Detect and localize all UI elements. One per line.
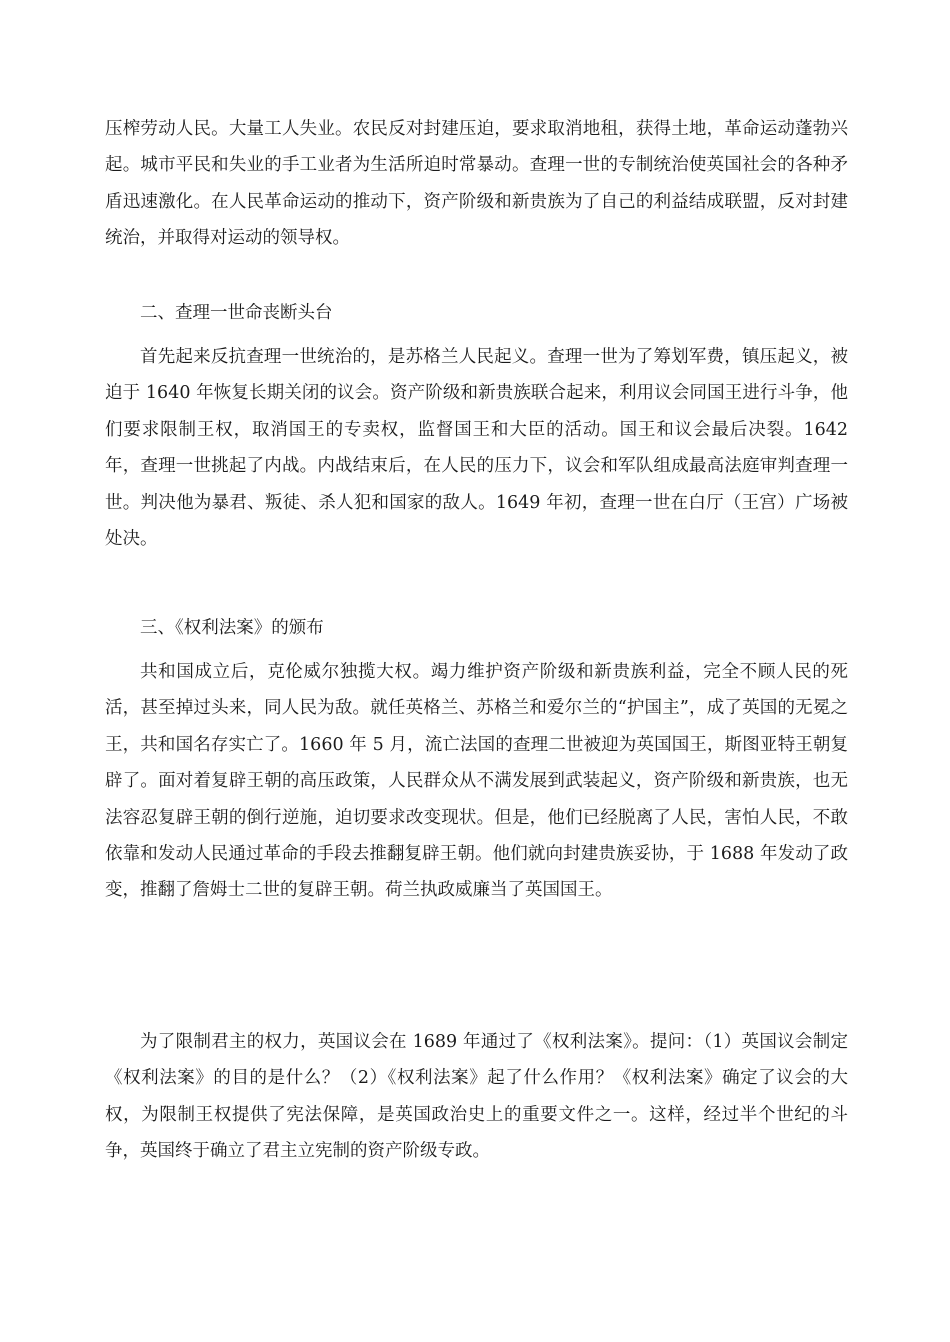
section-2-paragraph: 首先起来反抗查理一世统治的，是苏格兰人民起义。查理一世为了筹划军费，镇压起义，被迫于 1640 年恢复长期关闭的议会。资产阶级和新贵族联合起来，利用议会同国王进行斗争，他们要求限制王权，取消国王的专卖权，监督国王和大臣的活动。国王和议会最后决裂。1642 年，查理一世挑起了内战。内战结束后，在人民的压力下，议会和军队组成最高法庭审判查理一世。判决他为暴君、叛徒、杀人犯和国家的敌人。1649 年初，查理一世在白厅（王宫）广场被处决。 [105, 347, 848, 550]
paragraph-continuation: 压榨劳动人民。大量工人失业。农民反对封建压迫，要求取消地租，获得土地，革命运动蓬勃兴起。城市平民和失业的手工业者为生活所迫时常暴动。查理一世的专制统治使英国社会的各种矛盾迅速激化。在人民革命运动的推动下，资产阶级和新贵族为了自己的利益结成联盟，反对封建统治，并取得对运动的领导权。 [105, 119, 848, 249]
section-3-paragraph: 共和国成立后，克伦威尔独揽大权。竭力维护资产阶级和新贵族利益，完全不顾人民的死活，甚至掉过头来，同人民为敌。就任英格兰、苏格兰和爱尔兰的“护国主”，成了英国的无冕之王，共和国名存实亡了。1660 年 5 月，流亡法国的查理二世被迎为英国国王，斯图亚特王朝复辟了。面对着复辟王朝的高压政策，人民群众从不满发展到武装起义，资产阶级和新贵族，也无法容忍复辟王朝的倒行逆施，迫切要求改变现状。但是，他们已经脱离了人民，害怕人民，不敢依靠和发动人民通过革命的手段去推翻复辟王朝。他们就向封建贵族妥协，于 1688 年发动了政变，推翻了詹姆士二世的复辟王朝。荷兰执政威廉当了英国国王。 [105, 662, 848, 901]
section-heading-3: 三、《权利法案》的颁布 [140, 618, 324, 638]
section-heading-2: 二、查理一世命丧断头台 [140, 303, 333, 323]
section-3-paragraph-2: 为了限制君主的权力，英国议会在 1689 年通过了《权利法案》。提问：（1）英国议会制定《权利法案》的目的是什么？（2）《权利法案》起了什么作用？《权利法案》确定了议会的大权，为限制王权提供了宪法保障，是英国政治史上的重要文件之一。这样，经过半个世纪的斗争，英国终于确立了君主立宪制的资产阶级专政。 [105, 1032, 848, 1162]
